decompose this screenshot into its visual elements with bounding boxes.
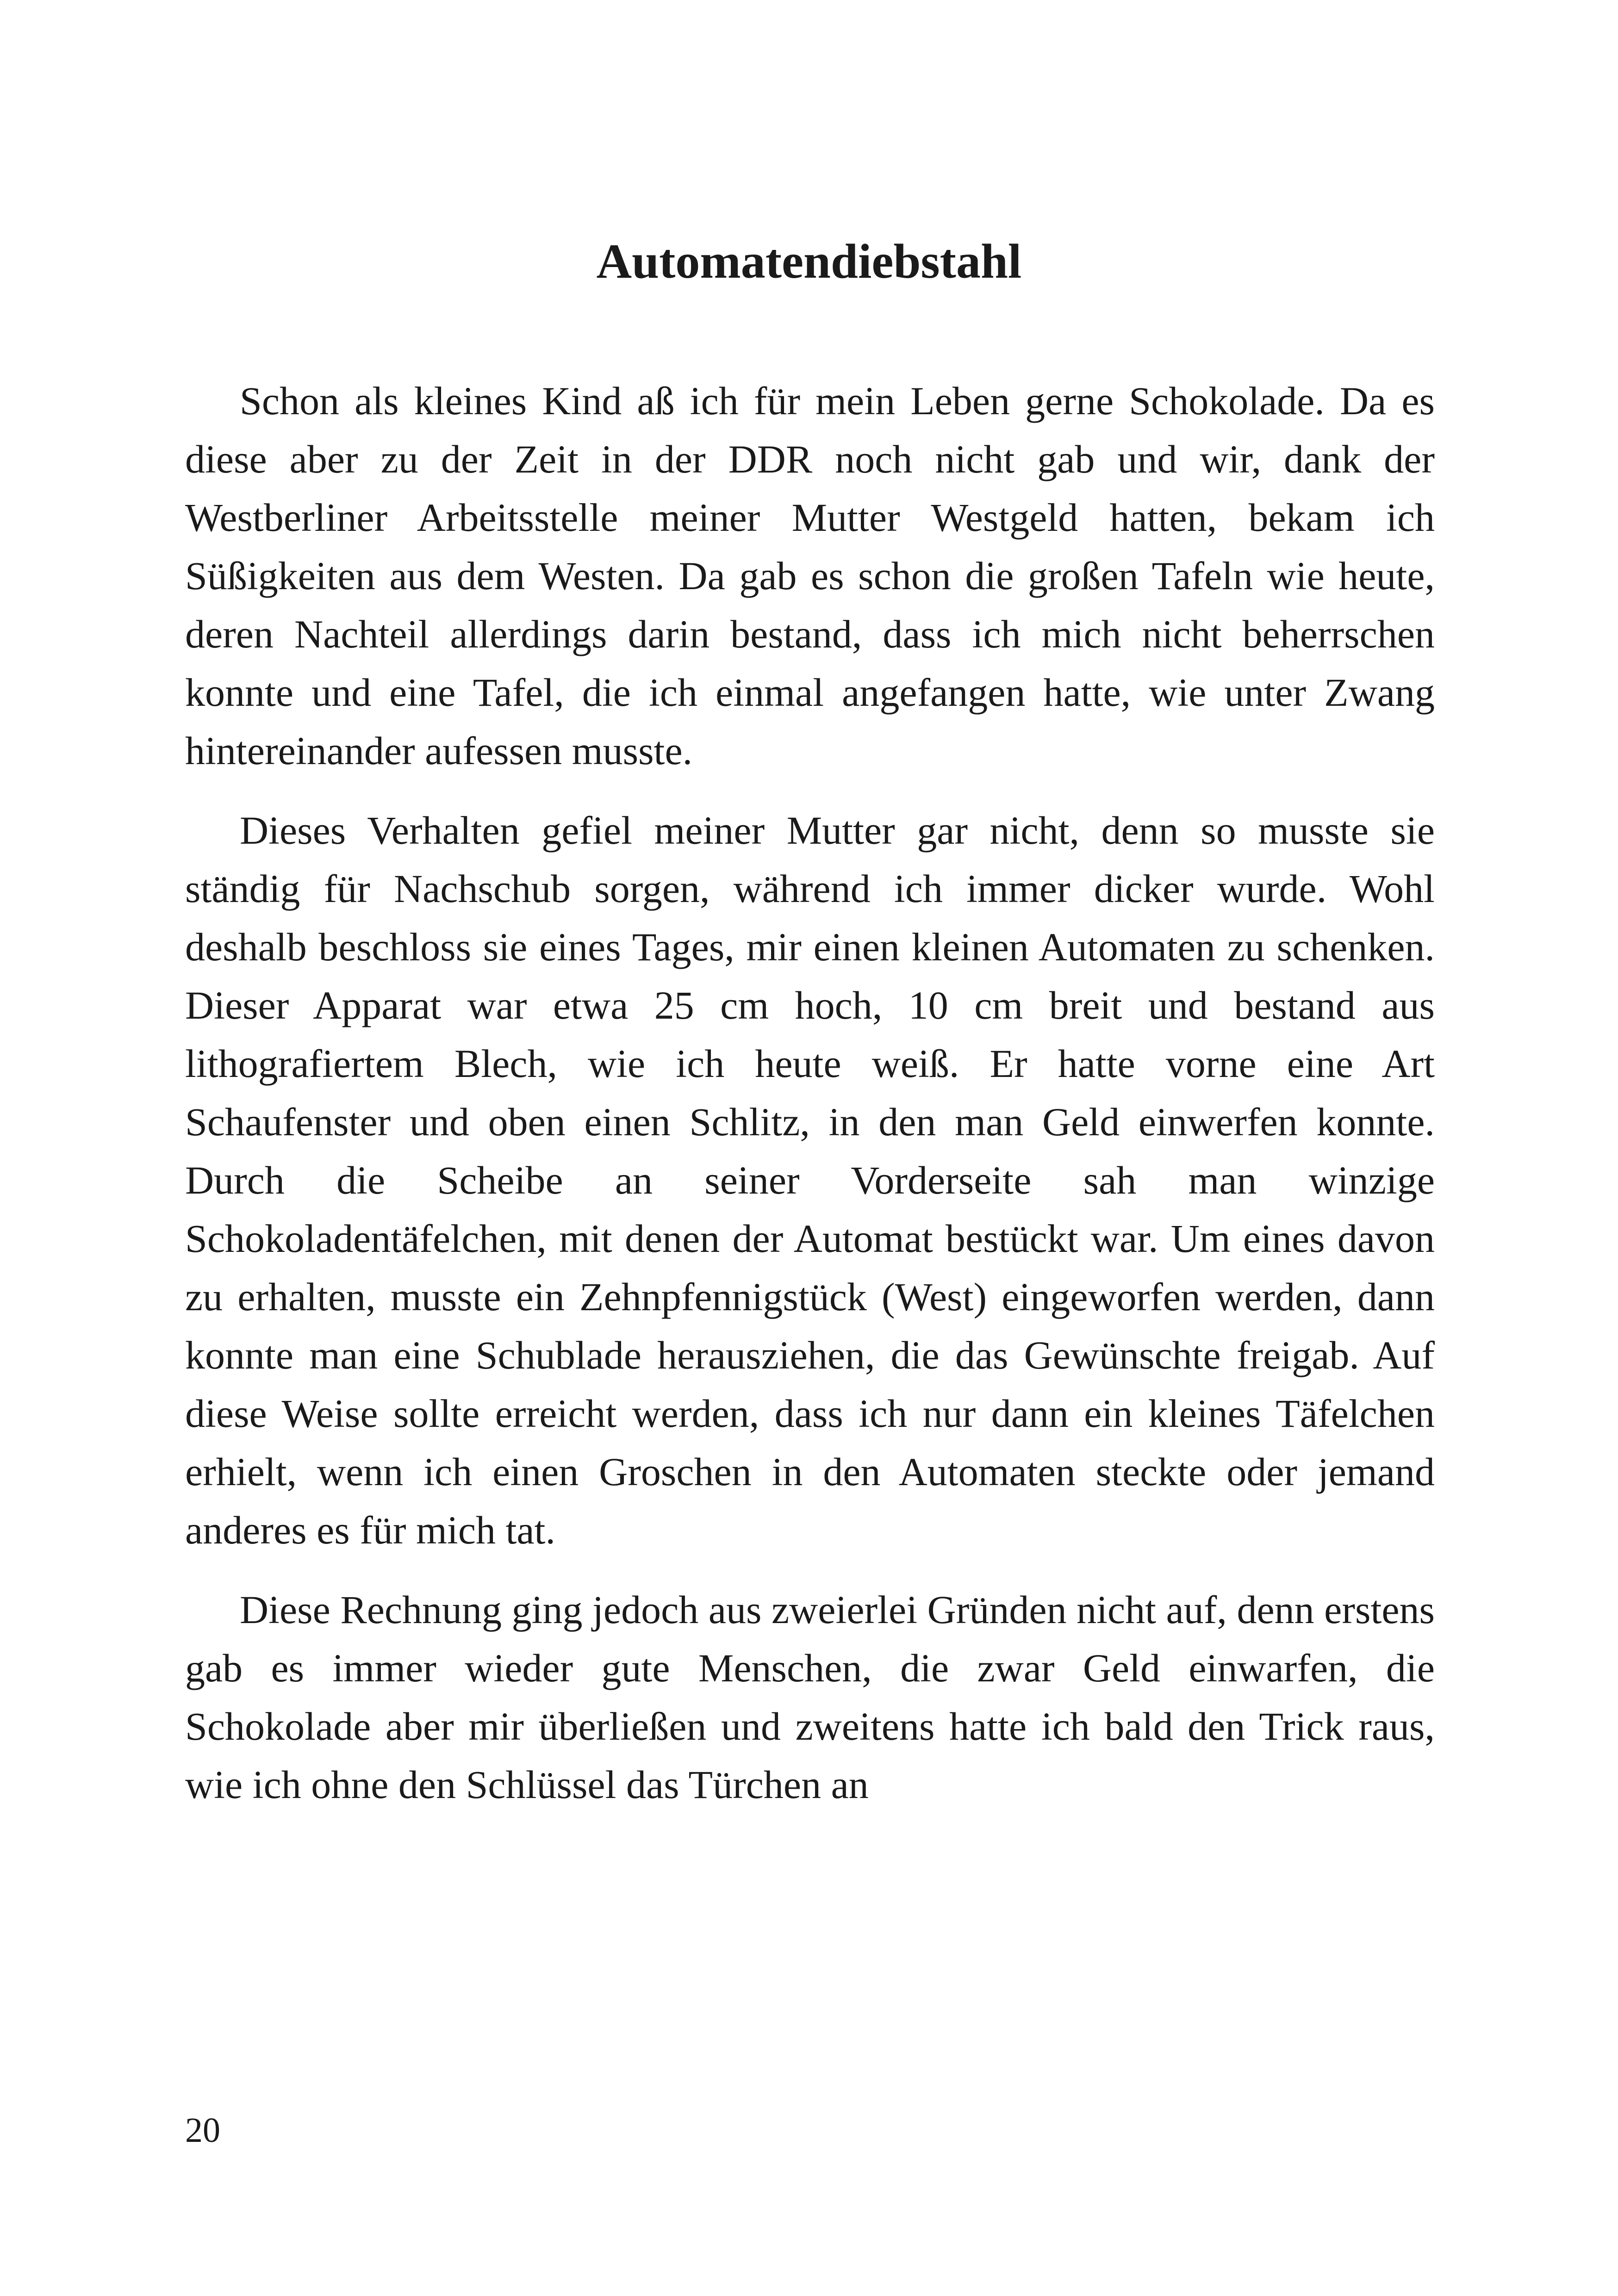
- paragraph-2: Dieses Verhalten gefiel meiner Mutter gar nicht, denn so musste sie ständig für Nachschub sorgen, während ich immer dicker wurde. Wohl deshalb beschloss sie eines Tages, mir einen kleinen Automaten zu schenken. Dieser Apparat war etwa 25 cm hoch, 10 cm breit und bestand aus lithografiertem Blech, wie ich heute weiß. Er hatte vorne eine Art Schaufenster und oben einen Schlitz, in den man Geld einwerfen konnte. Durch die Scheibe an seiner Vorderseite sah man winzige Schokoladentäfelchen, mit denen der Automat bestückt war. Um eines davon zu erhalten, musste ein Zehnpfennigstück (West) eingeworfen werden, dann konnte man eine Schublade herausziehen, die das Gewünschte freigab. Auf diese Weise sollte erreicht werden, dass ich nur dann ein kleines Täfelchen erhielt, wenn ich einen Groschen in den Automaten steckte oder jemand anderes es für mich tat.: [185, 808, 1435, 1552]
- chapter-body: [185, 372, 1435, 1835]
- paragraph-3: Diese Rechnung ging jedoch aus zweierlei Gründen nicht auf, denn erstens gab es immer wieder gute Menschen, die zwar Geld einwarfen, die Schokolade aber mir überließen und zweitens hatte ich bald den Trick raus, wie ich ohne den Schlüssel das Türchen an: [185, 1587, 1435, 1807]
- page-number: 20: [185, 2111, 220, 2150]
- chapter-title: Automatendiebstahl: [596, 234, 1022, 288]
- paragraph-1: Schon als kleines Kind aß ich für mein Leben gerne Schokolade. Da es diese aber zu der Zeit in der DDR noch nicht gab und wir, dank der Westberliner Arbeitsstelle meiner Mutter Westgeld hatten, bekam ich Süßigkeiten aus dem Westen. Da gab es schon die großen Tafeln wie heute, deren Nachteil allerdings darin bestand, dass ich mich nicht beherrschen konnte und eine Tafel, die ich einmal angefangen hatte, wie unter Zwang hintereinander aufessen musste.: [185, 379, 1435, 773]
